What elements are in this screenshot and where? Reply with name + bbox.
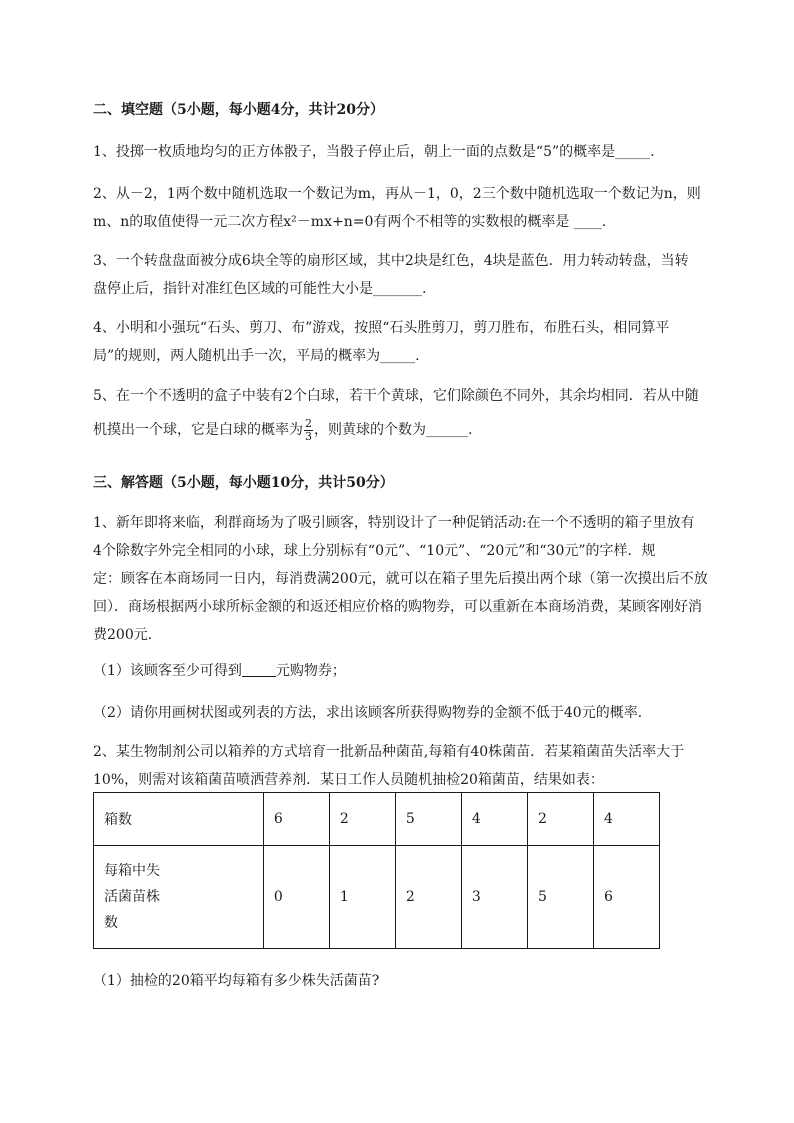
question-text-line-2: 10%，则需对该箱菌苗喷洒营养剂．某日工作人员随机抽检20箱菌苗，结果如表：	[93, 772, 604, 788]
header-line: 活菌苗株	[104, 889, 160, 905]
answer-blank	[242, 662, 276, 677]
question-text-line-2	[93, 410, 713, 446]
question-text-line-2: m、n的取值使得一元二次方程x²－mx+n=0有两个不相等的实数根的概率是 ____.	[93, 214, 607, 230]
table-cell: 1	[329, 846, 395, 949]
table-cell: 5	[395, 793, 461, 846]
question-text-line-5: 费200元．	[93, 627, 162, 643]
table-cell: 5	[527, 846, 593, 949]
table-cell: 2	[329, 793, 395, 846]
table-cell: 3	[461, 846, 527, 949]
fraction	[304, 418, 313, 443]
table-cell: 2	[395, 846, 461, 949]
text-before-fraction: 机摸出一个球，它是白球的概率为	[93, 422, 303, 438]
question-text-line-2: 盘停止后，指针对准红色区域的可能性大小是_______.	[93, 281, 427, 297]
question-text-line-1: 1、新年即将来临，利群商场为了吸引顾客，特别设计了一种促销活动:在一个不透明的箱子里放有	[93, 515, 695, 531]
header-line: 数	[104, 915, 118, 931]
table-header-boxes: 箱数	[94, 793, 264, 846]
section-2-title: 二、填空题（5小题，每小题4分，共计20分）	[93, 102, 384, 118]
section-3-title: 三、解答题（5小题，每小题10分，共计50分）	[93, 475, 394, 491]
question-text-line-4: 回）．商场根据两小球所标金额的和返还相应价格的购物券，可以重新在本商场消费，某顾客刚好消	[93, 599, 702, 615]
table-cell: 6	[263, 793, 329, 846]
question-text-line-1: 2、从－2，1两个数中随机选取一个数记为m，再从－1，0，2三个数中随机选取一个数记为n，则	[93, 186, 701, 202]
question-text-line-1: 2、某生物制剂公司以箱养的方式培育一批新品种菌苗,每箱有40株菌苗．若某箱菌苗失活率大于	[93, 744, 685, 760]
question-text-line-3: 定：顾客在本商场同一日内，每消费满200元，就可以在箱子里先后摸出两个球（第一次摸出后不放	[93, 571, 708, 587]
table-row-boxes	[94, 793, 660, 846]
table-cell: 0	[263, 846, 329, 949]
question-text: 1、投掷一枚质地均匀的正方体骰子，当骰子停止后，朝上一面的点数是“5”的概率是_____.	[93, 144, 655, 160]
subquestion-text-after: 元购物券；	[275, 663, 346, 679]
fill-question-2	[93, 180, 713, 236]
table-cell: 6	[593, 846, 659, 949]
subquestion-q2-1: （1）抽检的20箱平均每箱有多少株失活菌苗?	[93, 973, 380, 989]
question-text-line-1: 3、一个转盘盘面被分成6块全等的扇形区域，其中2块是红色，4块是蓝色．用力转动转盘，当转	[93, 253, 689, 269]
answer-question-1	[93, 509, 713, 649]
table-cell: 2	[527, 793, 593, 846]
table-cell: 4	[593, 793, 659, 846]
answer-question-2	[93, 738, 713, 794]
fill-question-3	[93, 247, 713, 303]
table-header-dead-seedlings	[94, 846, 264, 949]
fill-question-1	[93, 138, 713, 166]
question-text-line-1: 5、在一个不透明的盒子中装有2个白球，若干个黄球，它们除颜色不同外，其余均相同．若从中随	[93, 388, 699, 404]
subquestion-text-before: （1）该顾客至少可得到	[93, 663, 242, 679]
fill-question-4	[93, 314, 713, 370]
question-text-line-2: 4个除数字外完全相同的小球，球上分别标有“0元”、“10元”、“20元”和“30元”的字样．规	[93, 543, 656, 559]
subquestion-2: （2）请你用画树状图或列表的方法，求出该顾客所获得购物券的金额不低于40元的概率．	[93, 705, 652, 721]
fraction-denominator: 3	[305, 429, 312, 443]
question-text-line-2: 局”的规则，两人随机出手一次，平局的概率为_____.	[93, 348, 420, 364]
subquestion-1	[93, 660, 346, 680]
fill-question-5	[93, 382, 713, 446]
text-after-fraction: ，则黄球的个数为______.	[314, 422, 473, 438]
header-line: 每箱中失	[104, 863, 160, 879]
data-table	[93, 792, 660, 949]
table-row-dead-seedlings	[94, 846, 660, 949]
question-text-line-1: 4、小明和小强玩“石头、剪刀、布”游戏，按照“石头胜剪刀，剪刀胜布，布胜石头，相同算平	[93, 320, 670, 336]
fraction-numerator: 2	[305, 416, 312, 430]
table-cell: 4	[461, 793, 527, 846]
